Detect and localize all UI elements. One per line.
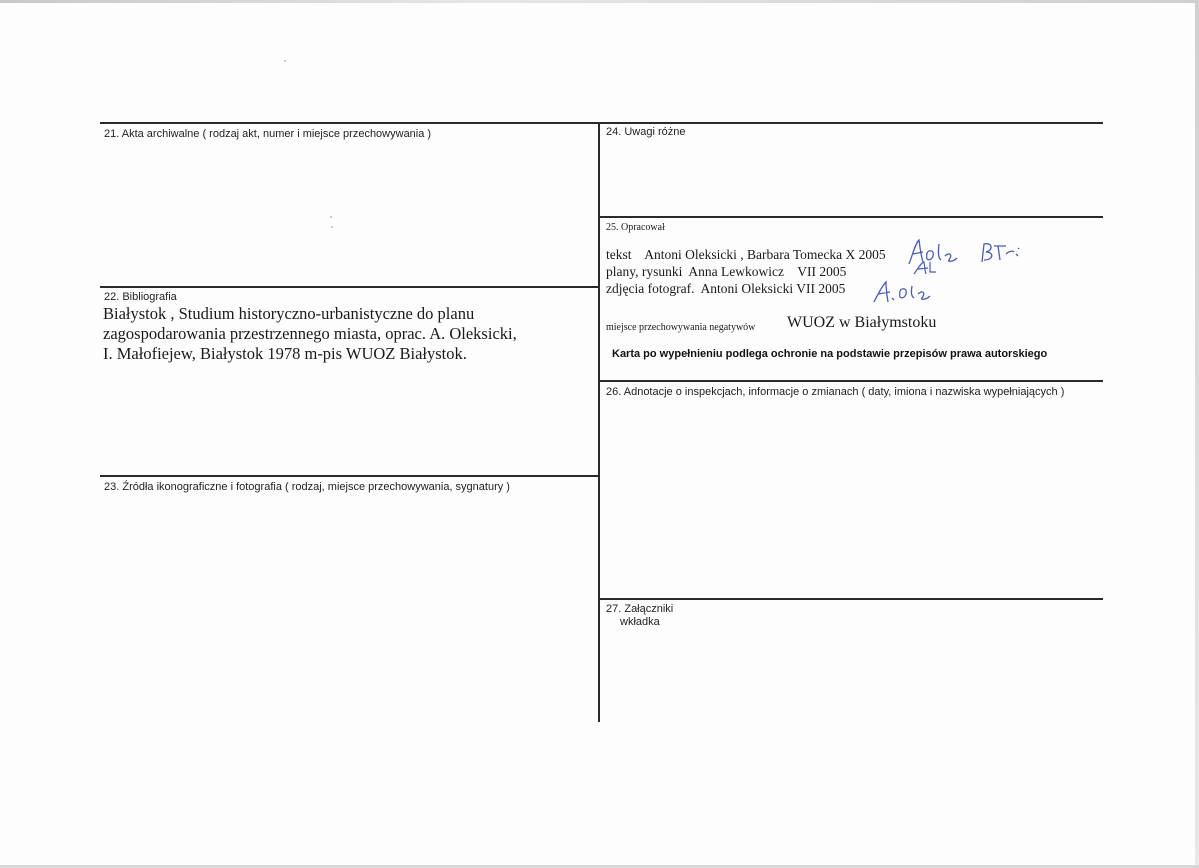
top-rule bbox=[100, 122, 1103, 124]
scan-edge-right bbox=[1195, 0, 1199, 868]
rule-25 bbox=[599, 216, 1103, 218]
scan-speck bbox=[330, 216, 332, 218]
bibliography-line: I. Małofiejew, Białystok 1978 m-pis WUOZ Białystok. bbox=[103, 344, 467, 363]
signature-btr bbox=[976, 240, 1024, 266]
negatives-location-label: miejsce przechowywania negatywów bbox=[606, 322, 756, 333]
section-23-label: 23. Źródła ikonograficzne i fotografia ( rodzaj, miejsce przechowywania, sygnatury ) bbox=[104, 481, 510, 493]
signature-aole-2 bbox=[870, 280, 932, 306]
rule-22 bbox=[100, 286, 599, 288]
section-22-label: 22. Bibliografia bbox=[104, 291, 177, 303]
section-26-label: 26. Adnotacje o inspekcjach, informacje o zmianach ( daty, imiona i nazwiska wypełniających ) bbox=[606, 386, 1065, 398]
author-drawings-line: plany, rysunki Anna Lewkowicz VII 2005 bbox=[606, 264, 847, 279]
rule-26 bbox=[599, 380, 1103, 382]
column-divider bbox=[598, 122, 600, 722]
negatives-location-value: WUOZ w Białymstoku bbox=[787, 314, 937, 331]
rule-23 bbox=[100, 475, 599, 477]
section-27-label: 27. Załączniki bbox=[606, 603, 674, 615]
signature-al bbox=[910, 260, 938, 276]
scan-speck bbox=[331, 226, 333, 228]
scan-speck bbox=[284, 60, 286, 62]
author-photos-line: zdjęcia fotograf. Antoni Oleksicki VII 2005 bbox=[606, 281, 846, 296]
author-text-line: tekst Antoni Oleksicki , Barbara Tomecka X 2005 bbox=[606, 247, 886, 262]
copyright-note: Karta po wypełnieniu podlega ochronie na podstawie przepisów prawa autorskiego bbox=[612, 348, 1048, 360]
section-21-label: 21. Akta archiwalne ( rodzaj akt, numer i miejsce przechowywania ) bbox=[104, 128, 432, 140]
bibliography-line: zagospodarowania przestrzennego miasta, oprac. A. Oleksicki, bbox=[103, 324, 517, 343]
attachment-item: wkładka bbox=[620, 616, 660, 628]
scan-edge-top bbox=[0, 0, 1199, 3]
section-25-label: 25. Opracował bbox=[606, 222, 665, 233]
rule-27 bbox=[599, 598, 1103, 600]
section-24-label: 24. Uwagi różne bbox=[606, 126, 686, 138]
bibliography-line: Białystok , Studium historyczno-urbanistyczne do planu bbox=[103, 304, 475, 323]
bibliography-text bbox=[103, 304, 517, 364]
